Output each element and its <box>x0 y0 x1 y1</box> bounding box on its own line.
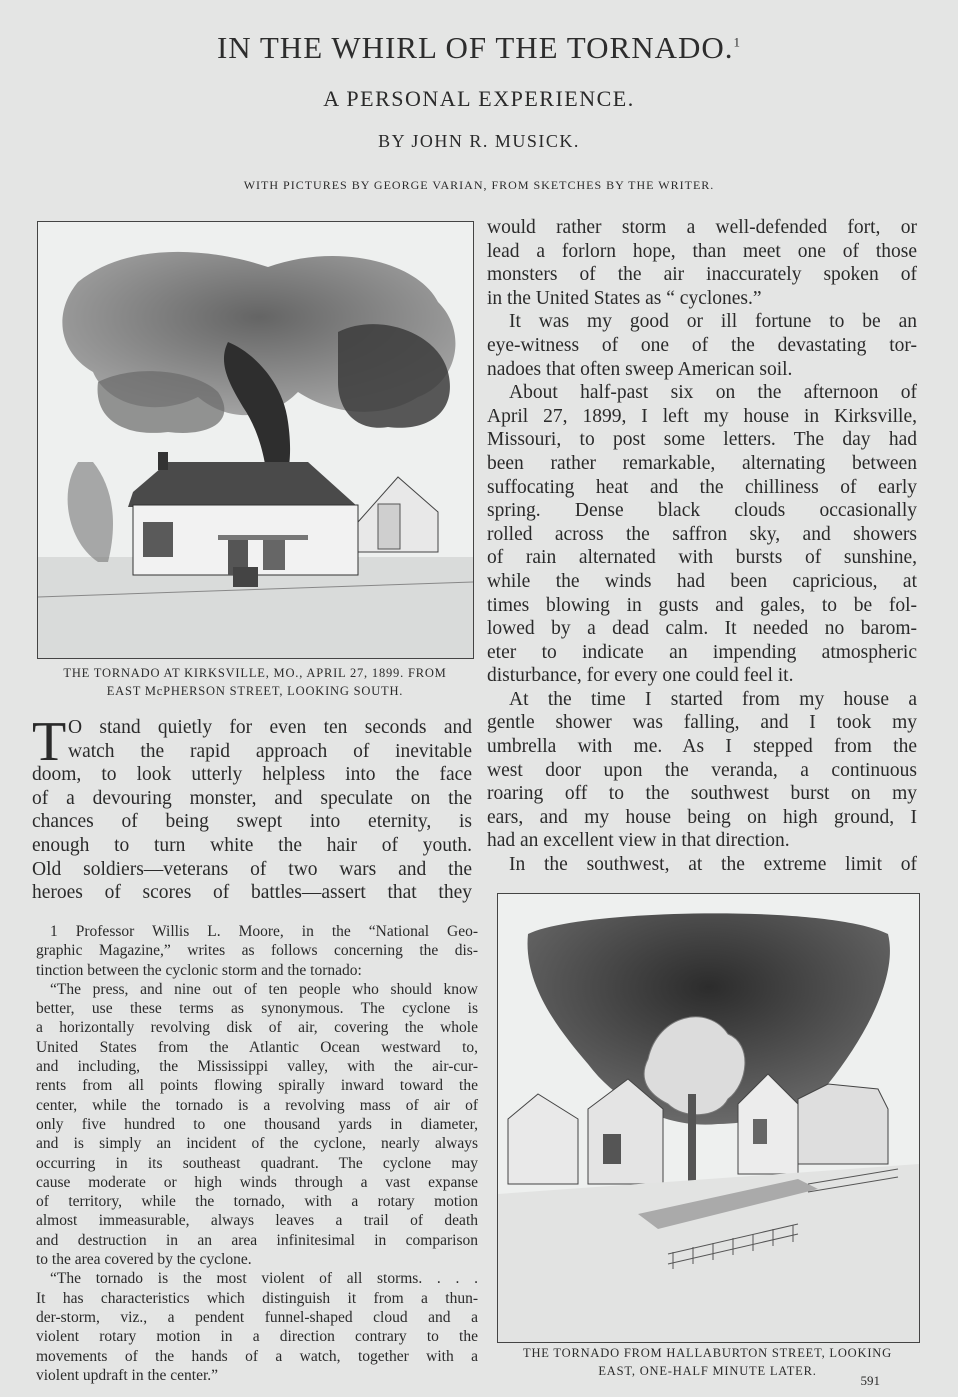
footnote-line: “The press, and nine out of ten people who should know <box>50 980 478 998</box>
footnote-line: It has characteristics which distinguish it from a thun- <box>36 1289 478 1307</box>
page-number: 591 <box>860 1373 880 1388</box>
body-line: watch the rapid approach of inevitable <box>68 740 472 762</box>
tornado-illustration-1 <box>37 221 474 659</box>
figure-2-caption-line: EAST, ONE-HALF MINUTE LATER. <box>598 1364 817 1378</box>
footnote-line: occurring in its southeast quadrant. The cyclone may <box>36 1154 478 1172</box>
footnote-line: center, while the tornado is a revolving mass of air of <box>36 1096 478 1114</box>
footnote-line: der-storm, viz., a pendent funnel-shaped cloud and a <box>36 1308 478 1326</box>
footnote-line: cause moderate or high winds through a vast expanse <box>36 1173 478 1191</box>
title-footnote-mark: 1 <box>733 34 742 50</box>
body-line: O stand quietly for even ten seconds and <box>68 717 472 738</box>
body-line: of rain alternated with bursts of sunshine, <box>487 547 917 569</box>
byline: BY JOHN R. MUSICK. <box>378 131 580 151</box>
tornado-house-drawing <box>38 222 473 658</box>
body-line: eye-witness of one of the devastating tor- <box>487 334 917 356</box>
figure-2-caption <box>497 1344 918 1380</box>
illustration-credits: WITH PICTURES BY GEORGE VARIAN, FROM SKETCHES BY THE WRITER. <box>243 178 715 192</box>
left-column-body <box>32 711 472 905</box>
article-subtitle: A PERSONAL EXPERIENCE. <box>323 86 635 111</box>
body-line: rolled across the saffron sky, and showers <box>487 523 917 545</box>
body-line: gentle shower was falling, and I took my <box>487 712 917 734</box>
body-line: ears, and my house being on high ground, I <box>487 806 917 828</box>
body-line: In the southwest, at the extreme limit of <box>509 854 917 876</box>
body-line: while the winds had been capricious, at <box>487 570 917 592</box>
body-line: Old soldiers—veterans of two wars and the <box>32 858 472 880</box>
body-line: times blowing in gusts and gales, to be fol- <box>487 594 917 616</box>
footnote-line: and including, the Mississippi valley, with the air-cur- <box>36 1058 478 1076</box>
footnote-line: rents from all points flowing spirally inward toward the <box>36 1077 478 1095</box>
footnote-line: violent updraft in the center.” <box>36 1366 219 1384</box>
footnote-line: of territory, while the tornado, with a rotary motion <box>36 1193 478 1211</box>
drop-cap: T <box>32 711 67 773</box>
right-column-body <box>487 216 917 877</box>
body-line: suffocating heat and the chilliness of early <box>487 476 917 498</box>
body-line: nadoes that often sweep American soil. <box>487 358 793 380</box>
footnote-line: to the area covered by the cyclone. <box>36 1251 252 1269</box>
body-line: had an excellent view in that direction. <box>487 830 790 852</box>
body-line: been rather remarkable, alternating between <box>487 452 917 474</box>
figure-1-caption-line: EAST McPHERSON STREET, LOOKING SOUTH. <box>106 684 404 698</box>
footnote-line: “The tornado is the most violent of all storms. . . . <box>50 1270 478 1288</box>
footnote-line: a horizontally revolving disk of air, covering the whole <box>36 1019 478 1037</box>
body-line: enough to turn white the hair of youth. <box>32 834 472 856</box>
figure-1-caption <box>20 664 490 700</box>
body-line: west door upon the veranda, a continuous <box>487 759 917 781</box>
body-line: would rather storm a well-defended fort, or <box>487 217 917 238</box>
footnote-line: only five hundred to one thousand yards in diameter, <box>36 1115 478 1133</box>
footnote-line: tinction between the cyclonic storm and the tornado: <box>36 961 362 979</box>
footnote-line: and is simply an incident of the cyclone, nearly always <box>36 1135 478 1153</box>
footnote-line: graphic Magazine,” writes as follows concerning the dis- <box>36 942 478 960</box>
body-line: monsters of the air inaccurately spoken of <box>487 264 917 286</box>
body-line: About half-past six on the afternoon of <box>509 382 917 404</box>
footnote-line: violent rotary motion in a direction contrary to the <box>36 1328 478 1346</box>
body-line: in the United States as “ cyclones.” <box>487 287 762 309</box>
body-line: disturbance, for every one could feel it. <box>487 665 794 687</box>
body-line: April 27, 1899, I left my house in Kirksville, <box>487 405 917 427</box>
body-line: roaring off to the southwest burst on my <box>487 783 917 805</box>
footnote <box>36 922 478 1385</box>
body-line: lead a forlorn hope, than meet one of those <box>487 240 917 262</box>
body-line: chances of being swept into eternity, is <box>32 811 472 833</box>
body-line: eter to indicate an impending atmospheric <box>487 641 917 663</box>
footnote-line: better, use these terms as synonymous. The cyclone is <box>36 1000 478 1018</box>
footnote-line: 1 Professor Willis L. Moore, in the “National Geo- <box>50 923 478 940</box>
body-line: doom, to look utterly helpless into the face <box>32 764 472 786</box>
footnote-line: and destruction in an area infinitesimal in comparison <box>36 1231 478 1249</box>
body-line: heroes of scores of battles—assert that they <box>32 882 472 904</box>
tornado-illustration-2 <box>497 893 920 1343</box>
body-line: At the time I started from my house a <box>509 688 917 710</box>
body-line: It was my good or ill fortune to be an <box>509 311 917 333</box>
article-title: IN THE WHIRL OF THE TORNADO.$^1$ <box>216 30 742 65</box>
footnote-line: United States from the Atlantic Ocean westward to, <box>36 1038 478 1056</box>
body-line: lowed by a dead calm. It needed no barom- <box>487 618 917 640</box>
body-line: Missouri, to post some letters. The day had <box>487 429 917 451</box>
body-line: umbrella with me. As I stepped from the <box>487 736 917 758</box>
footnote-line: almost immeasurable, always leaves a trail of death <box>36 1212 478 1230</box>
footnote-line: movements of the hands of a watch, together with a <box>36 1347 478 1365</box>
body-line: spring. Dense black clouds occasionally <box>487 500 917 522</box>
figure-2-caption-line: THE TORNADO FROM HALLABURTON STREET, LOOKING <box>523 1346 892 1360</box>
figure-1-caption-line: THE TORNADO AT KIRKSVILLE, MO., APRIL 27, 1899. FROM <box>63 666 447 680</box>
body-line: of a devouring monster, and speculate on the <box>32 787 472 809</box>
tornado-street-drawing <box>498 894 919 1342</box>
